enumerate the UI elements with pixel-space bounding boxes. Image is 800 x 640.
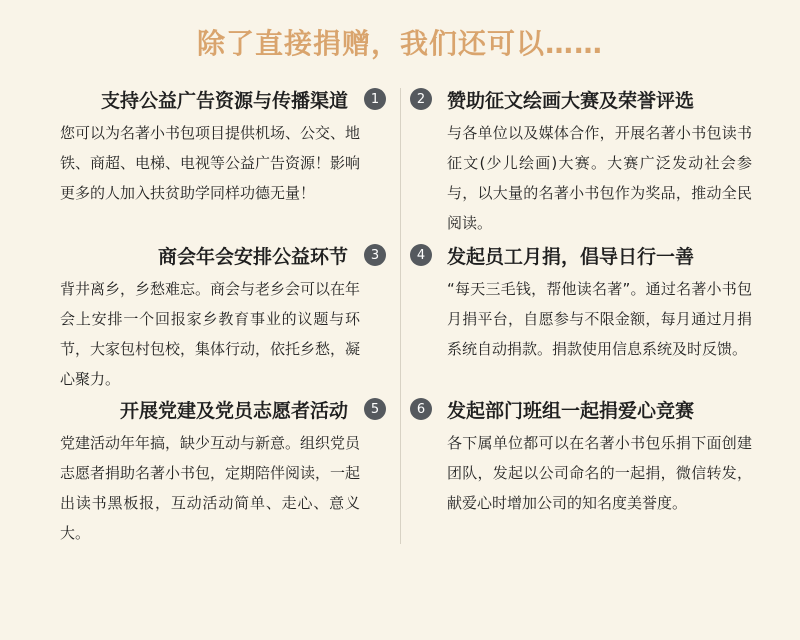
item-block-5 (60, 392, 380, 548)
item-header-1 (60, 82, 386, 116)
number-badge-5: 5 (364, 398, 386, 420)
number-badge-3: 3 (364, 244, 386, 266)
item-body: 各下属单位都可以在名著小书包乐捐下面创建团队，发起以公司命名的一起捐，微信转发，献爱心时增加公司的知名度美誉度。 (447, 434, 752, 512)
item-block-6 (416, 392, 752, 518)
item-header-2 (410, 82, 752, 116)
column-divider (400, 88, 401, 544)
number-badge-1: 1 (364, 88, 386, 110)
item-body: “每天三毛钱，帮他读名著”。通过名著小书包月捐平台，自愿参与不限金额，每月通过月捐系统自动捐款。捐款使用信息系统及时反馈。 (447, 280, 752, 358)
item-heading: 商会年会安排公益环节 (157, 245, 348, 268)
page-title: 除了直接捐赠，我们还可以…… (196, 27, 603, 60)
number-badge-6: 6 (410, 398, 432, 420)
item-header-3 (60, 238, 386, 272)
item-block-3 (60, 238, 380, 394)
number-badge-2: 2 (410, 88, 432, 110)
item-body: 与各单位以及媒体合作，开展名著小书包读书征文(少儿绘画)大赛。大赛广泛发动社会参与，以大量的名著小书包作为奖品，推动全民阅读。 (447, 124, 752, 232)
item-body: 背井离乡，乡愁难忘。商会与老乡会可以在年会上安排一个回报家乡教育事业的议题与环节，大家包村包校，集体行动，依托乡愁，凝心聚力。 (60, 280, 361, 388)
item-heading: 赞助征文绘画大赛及荣誉评选 (447, 89, 695, 112)
item-heading: 支持公益广告资源与传播渠道 (100, 89, 348, 112)
item-heading: 开展党建及党员志愿者活动 (119, 399, 348, 422)
item-header-6 (410, 392, 752, 426)
item-block-2 (416, 82, 752, 238)
item-body: 党建活动年年搞，缺少互动与新意。组织党员志愿者捐助名著小书包，定期陪伴阅读，一起出读书黑板报，互动活动简单、走心、意义大。 (60, 434, 361, 542)
item-block-1 (60, 82, 380, 208)
item-heading: 发起部门班组一起捐爱心竞赛 (447, 399, 695, 422)
item-block-4 (416, 238, 752, 364)
item-header-5 (60, 392, 386, 426)
number-badge-4: 4 (410, 244, 432, 266)
item-heading: 发起员工月捐，倡导日行一善 (447, 245, 695, 268)
item-header-4 (410, 238, 752, 272)
item-body: 您可以为名著小书包项目提供机场、公交、地铁、商超、电梯、电视等公益广告资源！影响更多的人加入扶贫助学同样功德无量！ (60, 124, 361, 202)
